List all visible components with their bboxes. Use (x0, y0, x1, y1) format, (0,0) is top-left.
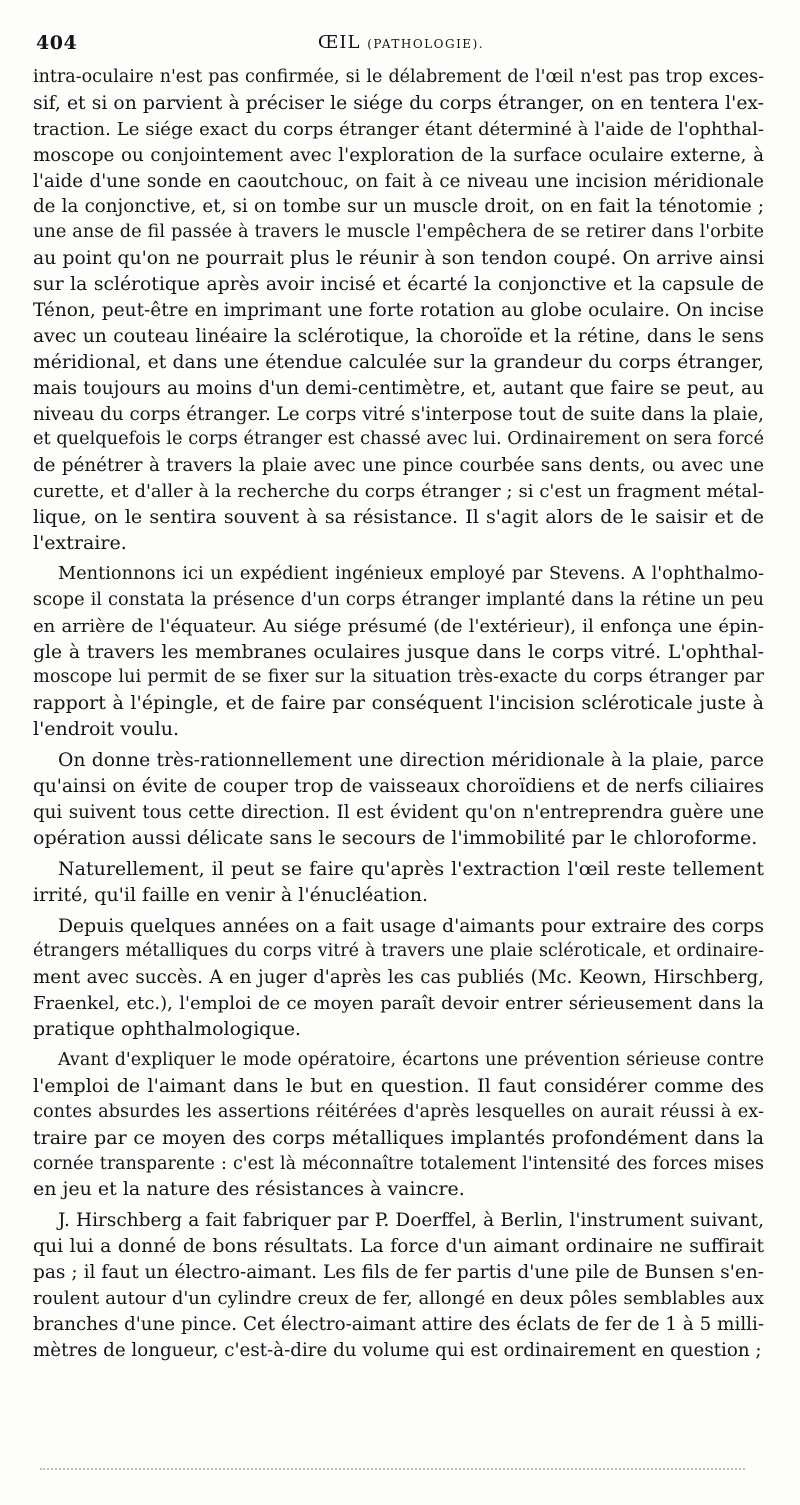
text-line: et quelquefois le corps étranger est chassé avec lui. Ordinairement on sera forcé (33, 429, 764, 450)
running-head-title: ŒIL (317, 32, 361, 53)
text-line: au point qu'on ne pourrait plus le réunir à son tendon coupé. On arrive ainsi (33, 248, 764, 270)
text-line: Naturellement, il peut se faire qu'après l'extraction l'œil reste tellement (58, 857, 764, 880)
text-line: l'aide d'une sonde en caoutchouc, on fait à ce niveau une incision méridionale (33, 170, 764, 192)
text-line: traction. Le siége exact du corps étranger étant déterminé à l'aide de l'ophthal- (33, 118, 764, 140)
paragraph (33, 1208, 764, 1363)
text-line: méridional, et dans une étendue calculée sur la grandeur du corps étranger, (33, 351, 764, 373)
text-line: intra-oculaire n'est pas confirmée, si le délabrement de l'œil n'est pas trop exces- (33, 67, 764, 87)
footer-rule (40, 1468, 745, 1470)
text-line: cornée transparente : c'est là méconnaître totalement l'intensité des forces mises (33, 1153, 764, 1174)
text-line: mais toujours au moins d'un demi-centimètre, et, autant que faire se peut, au (33, 377, 764, 399)
text-line: Mentionnons ici un expédient ingénieux employé par Stevens. A l'ophthalmo- (58, 563, 764, 584)
text-line: gle à travers les membranes oculaires jusque dans le corps vitré. L'ophthal- (33, 641, 764, 663)
text-line: avec un couteau linéaire la sclérotique, la choroïde et la rétine, dans le sens (33, 325, 764, 347)
text-line: l'extraire. (33, 532, 127, 555)
paragraph (33, 1048, 764, 1203)
text-line: sur la sclérotique après avoir incisé et écarté la conjonctive et la capsule de (33, 274, 764, 296)
text-line: scope il constata la présence d'un corps étranger implanté dans la rétine un peu (33, 589, 764, 610)
text-line: roulent autour d'un cylindre creux de fer, allongé en deux pôles semblables aux (33, 1287, 764, 1309)
text-line: qui suivent tous cette direction. Il est évident qu'on n'entreprendra guère une (33, 801, 764, 823)
text-line: traire par ce moyen des corps métalliques implantés profondément dans la (33, 1126, 764, 1149)
paragraph (33, 562, 764, 743)
text-line: branches d'une pince. Cet électro-aimant attire des éclats de fer de 1 à 5 milli- (33, 1313, 764, 1335)
text-line: Depuis quelques années on a fait usage d'aimants pour extraire des corps (58, 915, 764, 937)
text-line: On donne très-rationnellement une direction méridionale à la plaie, parce (58, 750, 764, 772)
paragraph (33, 857, 764, 909)
running-head-subtitle: (PATHOLOGIE). (367, 37, 485, 51)
text-line: de pénétrer à travers la plaie avec une pince courbée sans dents, ou avec une (33, 455, 764, 477)
text-line: de la conjonctive, et, si on tombe sur un muscle droit, on en fait la ténotomie ; (33, 196, 764, 218)
text-line: sif, et si on parvient à préciser le siége du corps étranger, on en tentera l'ex- (33, 92, 764, 114)
text-line: Fraenkel, etc.), l'emploi de ce moyen paraît devoir entrer sérieusement dans la (33, 993, 764, 1015)
page-number: 404 (36, 32, 78, 54)
text-line: irrité, qu'il faille en venir à l'énucléation. (33, 883, 429, 906)
text-line: curette, et d'aller à la recherche du corps étranger ; si c'est un fragment métal- (33, 481, 764, 503)
text-line: ment avec succès. A en juger d'après les cas publiés (Mc. Keown, Hirschberg, (33, 967, 764, 989)
text-line: contes absurdes les assertions réitérées d'après lesquelles on aurait réussi à ex- (33, 1101, 764, 1122)
text-line: une anse de fil passée à travers le muscle l'empêchera de se retirer dans l'orbite (33, 222, 764, 243)
text-line: l'emploi de l'aimant dans le but en question. Il faut considérer comme des (33, 1074, 764, 1097)
paragraph (33, 914, 764, 1043)
text-line: qui lui a donné de bons résultats. La force d'un aimant ordinaire ne suffirait (33, 1236, 764, 1258)
text-line: pas ; il faut un électro-aimant. Les fils de fer partis d'une pile de Bunsen s'en- (33, 1262, 764, 1284)
page-header (36, 32, 766, 58)
text-line: étrangers métalliques du corps vitré à travers une plaie scléroticale, et ordinaire- (33, 941, 764, 962)
text-line: pratique ophthalmologique. (33, 1018, 301, 1041)
body-text (33, 65, 764, 1364)
text-line: qu'ainsi on évite de couper trop de vaisseaux choroïdiens et de nerfs ciliaires (33, 776, 764, 798)
text-line: en arrière de l'équateur. Au siége présumé (de l'extérieur), il enfonça une épin- (33, 615, 764, 637)
text-line: mètres de longueur, c'est-à-dire du volume qui est ordinairement en question ; (33, 1339, 762, 1361)
text-line: rapport à l'épingle, et de faire par conséquent l'incision scléroticale juste à (33, 692, 764, 715)
text-line: opération aussi délicate sans le secours de l'immobilité par le chloroforme. (33, 826, 758, 849)
text-line: J. Hirschberg a fait fabriquer par P. Doerffel, à Berlin, l'instrument suivant, (58, 1210, 764, 1232)
text-line: moscope lui permit de se fixer sur la situation très-exacte du corps étranger par (33, 667, 764, 688)
text-line: lique, on le sentira souvent à sa résistance. Il s'agit alors de le saisir et de (33, 506, 764, 529)
text-line: Ténon, peut-être en imprimant une forte rotation au globe oculaire. On incise (33, 300, 764, 322)
paragraph (33, 748, 764, 852)
paragraph (33, 65, 764, 557)
text-line: Avant d'expliquer le mode opératoire, écartons une prévention sérieuse contre (58, 1049, 764, 1070)
text-line: niveau du corps étranger. Le corps vitré s'interpose tout de suite dans la plaie, (33, 403, 764, 425)
running-head (36, 32, 766, 53)
text-line: en jeu et la nature des résistances à vaincre. (33, 1178, 465, 1201)
text-line: moscope ou conjointement avec l'exploration de la surface oculaire externe, à (33, 144, 764, 166)
text-line: l'endroit voulu. (33, 718, 179, 741)
